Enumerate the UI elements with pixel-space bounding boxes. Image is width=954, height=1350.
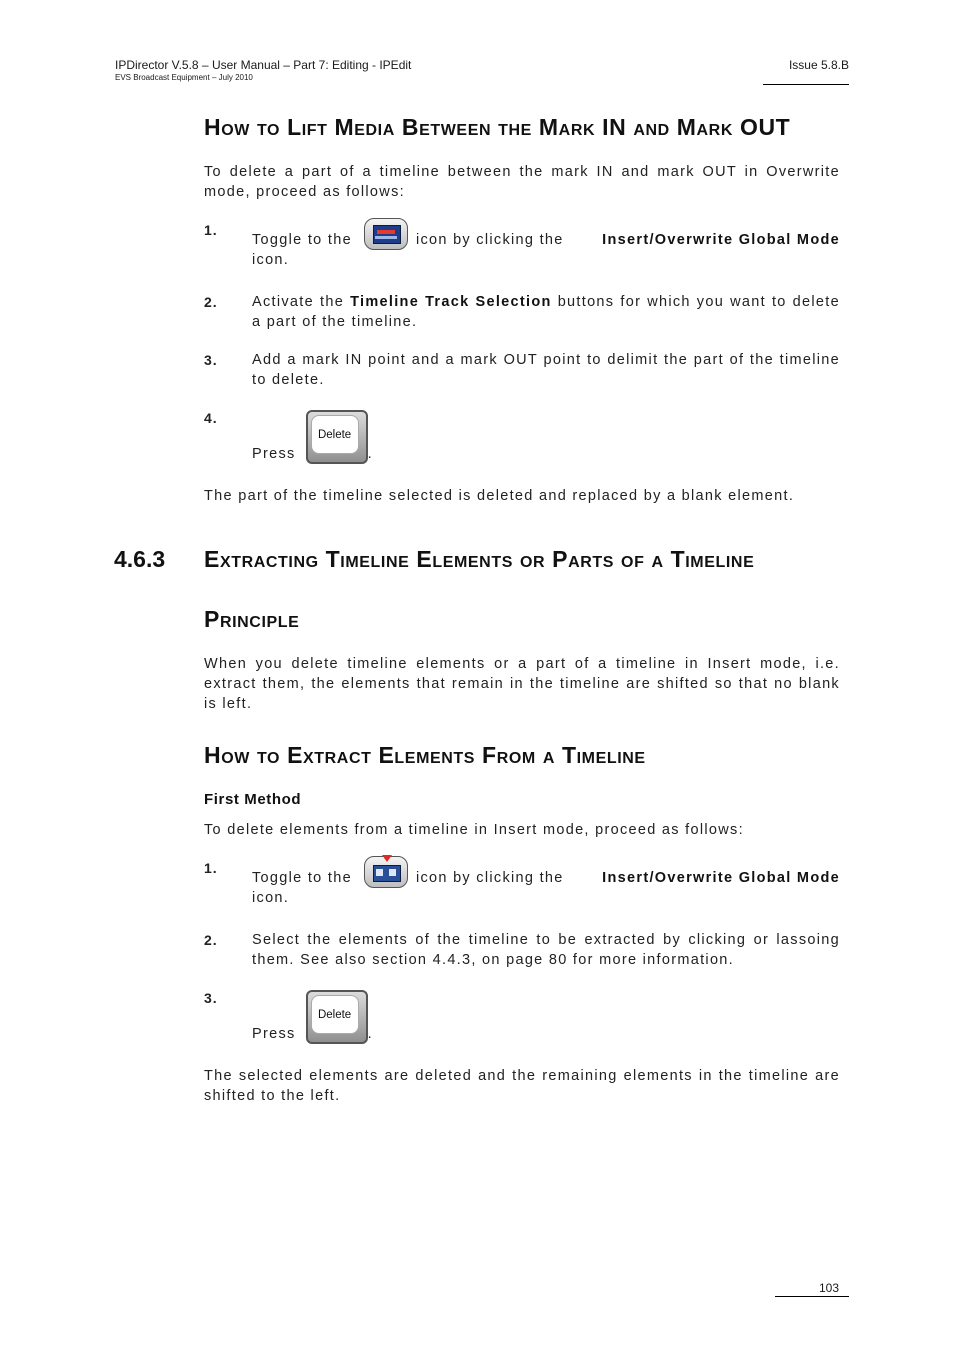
lift-step4-pre: Press (252, 446, 296, 462)
lift-step2 (252, 292, 840, 332)
lift-step1-post: icon by clicking the (415, 232, 564, 248)
lift-step1-bold: Insert/Overwrite Global Mode (602, 232, 840, 248)
page-header (115, 58, 411, 83)
extract-step3-pre: Press (252, 1026, 296, 1042)
extract-step1-number: 1. (204, 860, 218, 876)
lift-step3: Add a mark IN point and a mark OUT point to delimit the part of the timeline to delete. (252, 352, 840, 388)
lift-step2-post: buttons for which you want to delete a part of the timeline. (252, 294, 840, 330)
lift-step2-bold: Timeline Track Selection (350, 294, 552, 310)
lift-step3-number: 3. (204, 352, 218, 368)
lift-step2-pre: Activate the (252, 294, 345, 310)
heading-principle: Principle (204, 606, 300, 632)
header-rule (763, 84, 849, 85)
lift-step4-post: . (367, 446, 373, 462)
lift-step1-end: icon. (252, 252, 290, 268)
heading-how-to-extract: How to Extract Elements From a Timeline (204, 742, 646, 768)
lift-step4 (252, 410, 840, 464)
extract-step1-pre: Toggle to the (252, 870, 352, 886)
extract-step1-end: icon. (252, 890, 290, 906)
delete-key-label: Delete (311, 995, 359, 1034)
principle-text: When you delete timeline elements or a part of a timeline in Insert mode, i.e. extract them, the elements that remain in the timeline are shifted so that no blank is left. (204, 656, 840, 712)
extract-step3 (252, 990, 840, 1044)
overwrite-mode-icon (364, 218, 408, 250)
extract-result: The selected elements are deleted and the remaining elements in the timeline are shifted to the left. (204, 1068, 840, 1104)
extract-step1-bold: Insert/Overwrite Global Mode (602, 870, 840, 886)
lift-step2-number: 2. (204, 294, 218, 310)
header-subtitle: EVS Broadcast Equipment – July 2010 (115, 73, 253, 82)
heading-first-method: First Method (204, 791, 302, 808)
extract-step2: Select the elements of the timeline to be extracted by clicking or lassoing them. See also section 4.4.3, on page 80 for more information. (252, 932, 840, 968)
lift-step1 (252, 218, 840, 270)
extract-step3-post: . (367, 1026, 373, 1042)
extract-step1-post: icon by clicking the (415, 870, 564, 886)
header-title: IPDirector V.5.8 – User Manual – Part 7: Editing - IPEdit (115, 58, 412, 72)
header-issue: Issue 5.8.B (788, 58, 849, 72)
lift-step1-pre: Toggle to the (252, 232, 352, 248)
extract-step2-number: 2. (204, 932, 218, 948)
page-number: 103 (818, 1281, 839, 1295)
insert-mode-icon (364, 856, 408, 888)
lift-step4-number: 4. (204, 410, 218, 426)
delete-key-icon (306, 990, 368, 1044)
extract-step1 (252, 856, 840, 908)
extract-step3-number: 3. (204, 990, 218, 1006)
heading-lift-media: How to Lift Media Between the Mark IN and Mark OUT (204, 114, 791, 140)
heading-extracting: Extracting Timeline Elements or Parts of a Timeline (204, 546, 755, 572)
lift-result: The part of the timeline selected is deleted and replaced by a blank element. (204, 488, 795, 504)
section-number: 4.6.3 (114, 546, 166, 572)
lift-step1-number: 1. (204, 222, 218, 238)
lift-intro: To delete a part of a timeline between the mark IN and mark OUT in Overwrite mode, proceed as follows: (204, 164, 840, 200)
footer-rule (775, 1296, 849, 1297)
delete-key-icon (306, 410, 368, 464)
delete-key-label: Delete (311, 415, 359, 454)
method-intro: To delete elements from a timeline in Insert mode, proceed as follows: (204, 822, 744, 838)
